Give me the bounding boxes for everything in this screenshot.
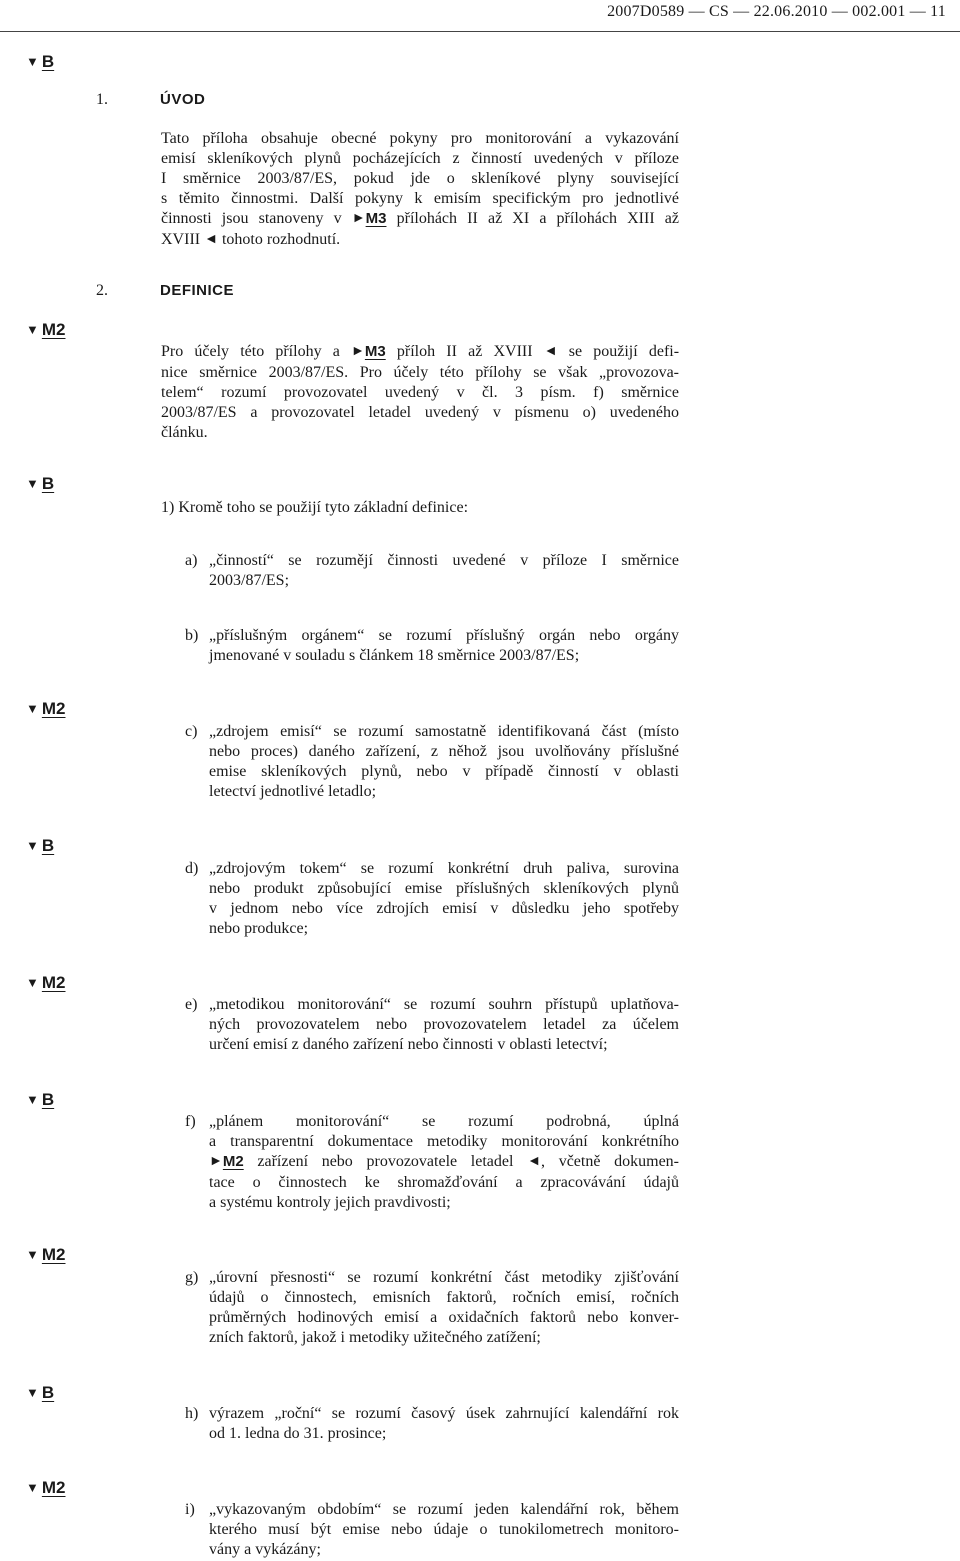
section-heading-definice: 2. DEFINICE <box>96 282 235 299</box>
marker-m2: ▼ M2 <box>26 320 66 339</box>
marker-b: ▼ B <box>26 1090 55 1109</box>
definice-paragraph: Pro účely této přílohy a ►M3 příloh II až XVIII ◄ se použijí defi- nice směrnice 2003/87/ES. Pro účely této přílohy se však „provozova- telem“ rozumí provozovatel uvedený v čl. 3 písm. f) směrnice 2003/87/ES a provozovatel letadel uvedený v písmenu o) uvedeného článku. <box>161 343 680 441</box>
marker-m2: ▼ M2 <box>26 699 66 718</box>
marker-b: ▼ B <box>26 474 55 493</box>
intro-paragraph: Tato příloha obsahuje obecné pokyny pro monitorování a vykazování emisí skleníkových plynů pocházejících z činností uvedených v příloze I směrnice 2003/87/ES, pokud jde o skleníkové plyny související s těmito činnostmi. Další pokyny k emisím specifickým pro jednotlivé činnosti jsou stanoveny v ►M3 přílohách II až XI a přílohách XIII až XVIII ◄ tohoto rozhodnutí. <box>161 130 679 248</box>
marker-b: ▼ B <box>26 52 55 71</box>
marker-m2: ▼ M2 <box>26 973 66 992</box>
header-rule <box>0 31 960 32</box>
marker-b: ▼ B <box>26 836 55 855</box>
section-heading-uvod: 1. ÚVOD <box>96 91 206 108</box>
page-header: 2007D0589 — CS — 22.06.2010 — 002.001 — 11 <box>607 3 946 20</box>
marker-b: ▼ B <box>26 1383 55 1402</box>
basic-definitions-intro: 1) Kromě toho se použijí tyto základní definice: <box>161 499 469 516</box>
marker-m2: ▼ M2 <box>26 1245 66 1264</box>
marker-m2: ▼ M2 <box>26 1478 66 1497</box>
